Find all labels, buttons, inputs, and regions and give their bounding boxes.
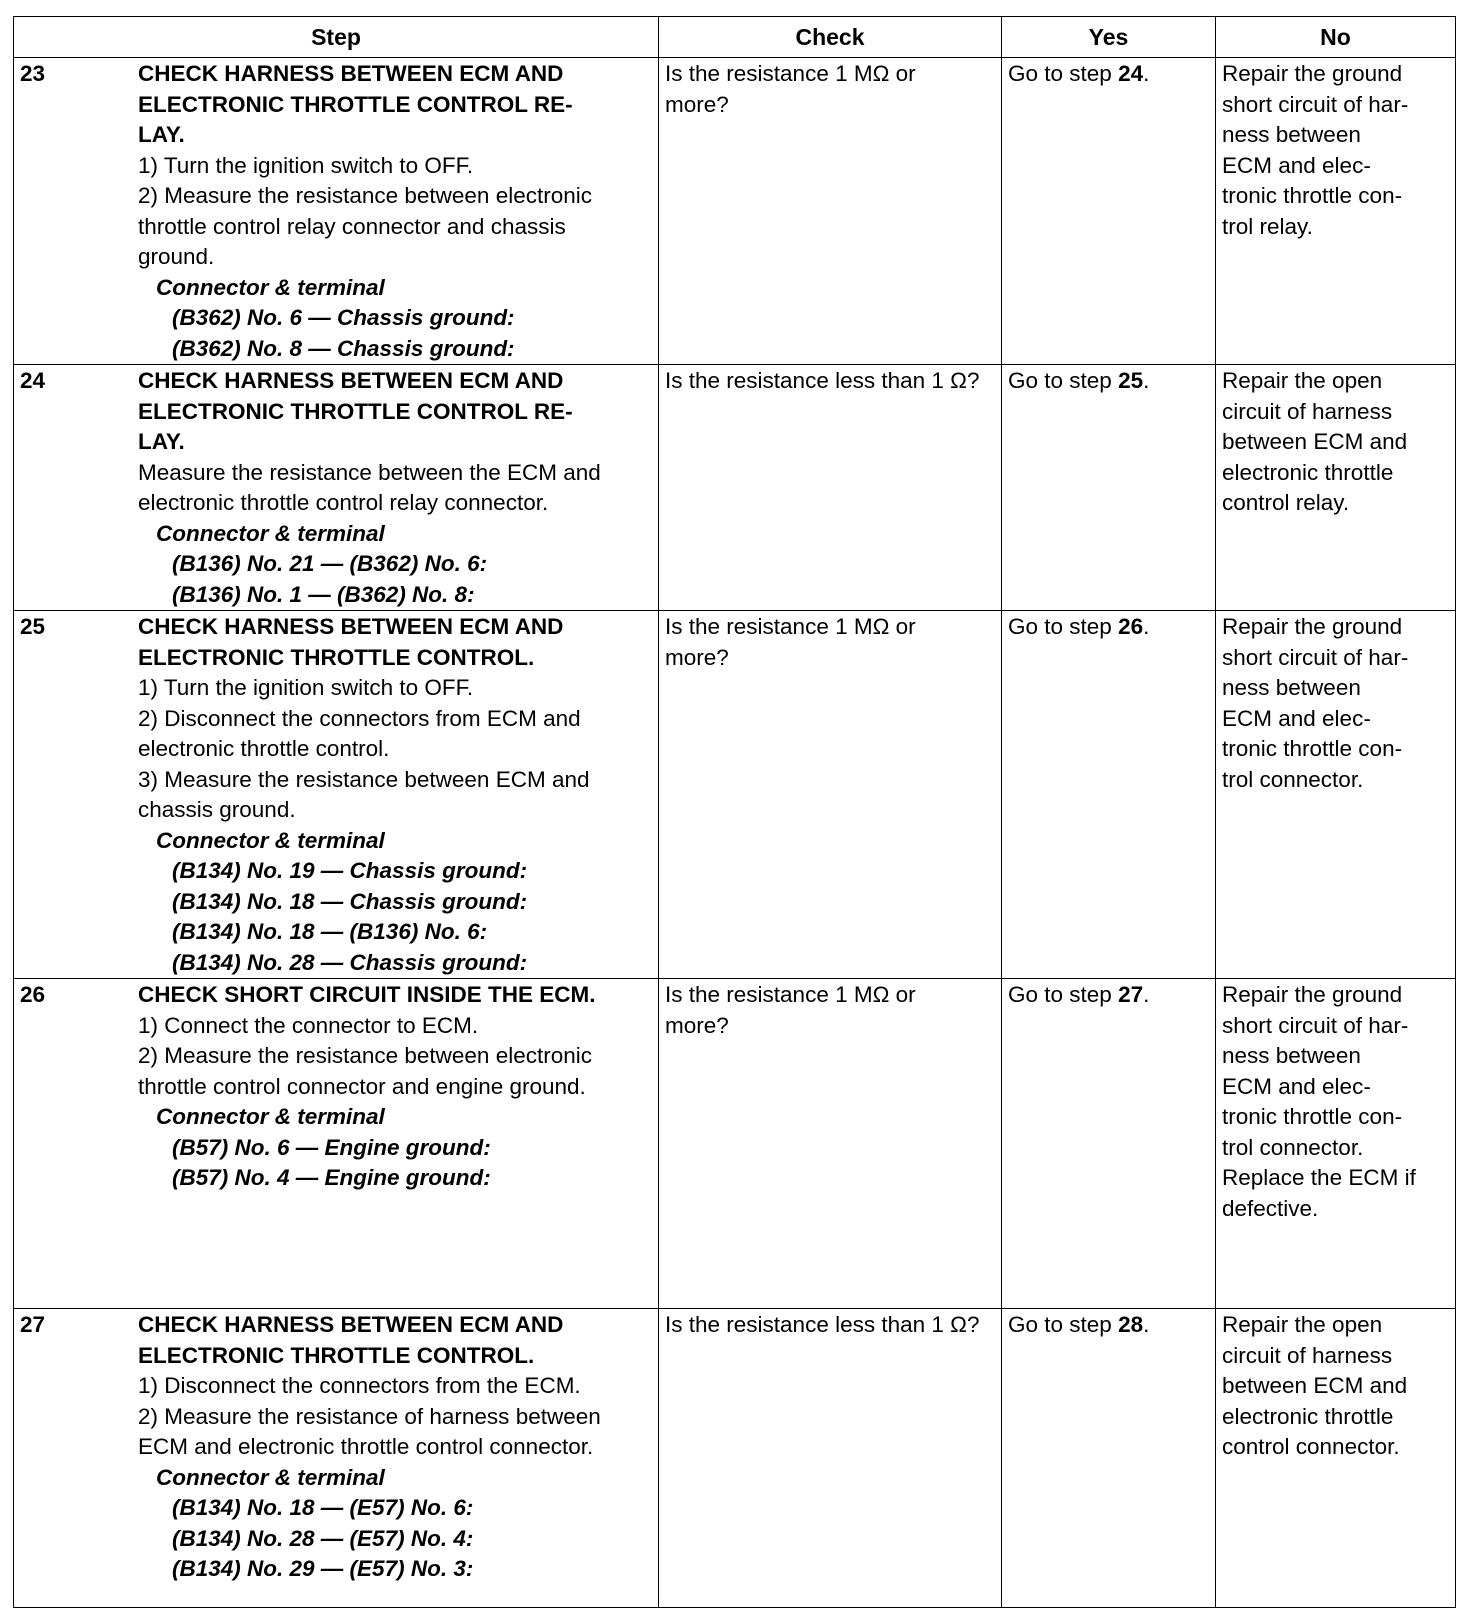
connector-line: (B134) No. 28 — (E57) No. 4: xyxy=(172,1525,474,1551)
step-instruction-line: 2) Measure the resistance of harness between xyxy=(138,1403,601,1429)
no-line: electronic throttle xyxy=(1222,459,1394,485)
step-cell xyxy=(14,365,659,611)
yes-step-number: 26 xyxy=(1118,614,1144,639)
step-instruction-line: 2) Disconnect the connectors from ECM and xyxy=(138,705,581,731)
step-title-line: ELECTRONIC THROTTLE CONTROL. xyxy=(138,1342,535,1368)
no-line: Repair the ground xyxy=(1222,61,1403,86)
yes-step-number: 24 xyxy=(1118,61,1144,86)
connector-line: (B134) No. 19 — Chassis ground: xyxy=(172,858,528,883)
step-title-line: ELECTRONIC THROTTLE CONTROL RE- xyxy=(138,91,573,117)
check-line: Is the resistance 1 MΩ or xyxy=(665,614,916,639)
step-body xyxy=(138,59,652,364)
connector-line: (B57) No. 6 — Engine ground: xyxy=(172,1134,491,1160)
step-title-line: CHECK SHORT CIRCUIT INSIDE THE ECM. xyxy=(138,982,596,1007)
check-cell xyxy=(659,365,1002,611)
step-instruction-line: 1) Turn the ignition switch to OFF. xyxy=(138,675,474,700)
yes-suffix: . xyxy=(1143,61,1150,86)
header-step: Step xyxy=(14,17,659,58)
no-line: tronic throttle con- xyxy=(1222,183,1403,208)
step-cell xyxy=(14,58,659,365)
no-line: Repair the open xyxy=(1222,368,1383,393)
step-inner xyxy=(20,980,652,1194)
no-cell xyxy=(1216,365,1456,611)
yes-cell xyxy=(1002,58,1216,365)
no-line: defective. xyxy=(1222,1195,1319,1221)
no-line: between ECM and xyxy=(1222,1373,1408,1398)
yes-prefix: Go to step xyxy=(1008,982,1119,1007)
step-cell xyxy=(14,611,659,979)
step-title-line: ELECTRONIC THROTTLE CONTROL. xyxy=(138,644,535,670)
step-title-line: CHECK HARNESS BETWEEN ECM AND xyxy=(138,1312,564,1337)
table-row xyxy=(14,58,1456,365)
check-line: more? xyxy=(665,91,729,117)
table-row xyxy=(14,1309,1456,1608)
no-line: ness between xyxy=(1222,122,1361,147)
step-instruction-line: throttle control connector and engine ground. xyxy=(138,1073,586,1099)
step-inner xyxy=(20,366,652,610)
step-instruction-line: electronic throttle control. xyxy=(138,736,390,761)
check-cell xyxy=(659,1309,1002,1608)
yes-prefix: Go to step xyxy=(1008,614,1119,639)
no-line: trol connector. xyxy=(1222,766,1364,792)
yes-suffix: . xyxy=(1143,1312,1150,1337)
check-cell xyxy=(659,979,1002,1309)
yes-line xyxy=(1008,1310,1209,1341)
yes-cell xyxy=(1002,979,1216,1309)
no-line: control relay. xyxy=(1222,490,1350,515)
step-instruction-line: throttle control relay connector and chassis xyxy=(138,213,566,239)
yes-suffix: . xyxy=(1143,368,1150,393)
table-row xyxy=(14,611,1456,979)
step-instruction-line: 2) Measure the resistance between electronic xyxy=(138,1043,592,1068)
connector-heading: Connector & terminal xyxy=(156,520,385,546)
check-cell xyxy=(659,58,1002,365)
header-yes: Yes xyxy=(1002,17,1216,58)
connector-line: (B134) No. 18 — (B136) No. 6: xyxy=(172,919,488,944)
connector-heading: Connector & terminal xyxy=(156,827,385,853)
step-title-line: LAY. xyxy=(138,429,185,454)
no-cell xyxy=(1216,1309,1456,1608)
header-check: Check xyxy=(659,17,1002,58)
yes-step-number: 27 xyxy=(1118,982,1144,1007)
yes-suffix: . xyxy=(1143,982,1150,1007)
step-instruction-line: Measure the resistance between the ECM and xyxy=(138,459,601,485)
no-line: control connector. xyxy=(1222,1434,1400,1459)
connector-line: (B134) No. 18 — (E57) No. 6: xyxy=(172,1495,474,1520)
yes-line xyxy=(1008,612,1209,643)
step-instruction-line: 1) Disconnect the connectors from the ECM. xyxy=(138,1373,581,1398)
check-line: more? xyxy=(665,1012,729,1038)
no-line: short circuit of har- xyxy=(1222,644,1409,670)
table-row xyxy=(14,979,1456,1309)
step-title-line: CHECK HARNESS BETWEEN ECM AND xyxy=(138,368,564,393)
no-line: between ECM and xyxy=(1222,429,1408,454)
check-line: Is the resistance less than 1 Ω? xyxy=(665,368,980,393)
no-line: short circuit of har- xyxy=(1222,91,1409,117)
no-line: Repair the ground xyxy=(1222,982,1403,1007)
step-instruction-line: 2) Measure the resistance between electronic xyxy=(138,183,592,208)
connector-heading: Connector & terminal xyxy=(156,1104,385,1129)
no-line: Replace the ECM if xyxy=(1222,1165,1416,1190)
connector-line: (B134) No. 18 — Chassis ground: xyxy=(172,888,528,914)
no-cell xyxy=(1216,58,1456,365)
step-body xyxy=(138,366,652,610)
step-instruction-line: electronic throttle control relay connector. xyxy=(138,490,549,515)
yes-line xyxy=(1008,59,1209,90)
no-line: tronic throttle con- xyxy=(1222,1104,1403,1129)
step-body xyxy=(138,980,652,1194)
no-line: ECM and elec- xyxy=(1222,1073,1371,1099)
step-instruction-line: ground. xyxy=(138,244,215,269)
check-cell xyxy=(659,611,1002,979)
step-body xyxy=(138,1310,652,1585)
step-body xyxy=(138,612,652,978)
yes-cell xyxy=(1002,611,1216,979)
yes-cell xyxy=(1002,365,1216,611)
yes-prefix: Go to step xyxy=(1008,1312,1119,1337)
no-line: trol connector. xyxy=(1222,1134,1364,1160)
connector-line: (B57) No. 4 — Engine ground: xyxy=(172,1165,491,1190)
connector-line: (B134) No. 28 — Chassis ground: xyxy=(172,949,528,975)
step-title-line: ELECTRONIC THROTTLE CONTROL RE- xyxy=(138,398,573,424)
step-instruction-line: chassis ground. xyxy=(138,797,296,822)
connector-line: (B362) No. 8 — Chassis ground: xyxy=(172,335,515,361)
header-no: No xyxy=(1216,17,1456,58)
step-cell xyxy=(14,1309,659,1608)
yes-step-number: 28 xyxy=(1118,1312,1144,1337)
step-inner xyxy=(20,1310,652,1585)
yes-cell xyxy=(1002,1309,1216,1608)
connector-heading: Connector & terminal xyxy=(156,274,385,300)
no-line: circuit of harness xyxy=(1222,1342,1393,1368)
no-line: Repair the ground xyxy=(1222,614,1403,639)
yes-suffix: . xyxy=(1143,614,1150,639)
yes-step-number: 25 xyxy=(1118,368,1144,393)
step-number: 23 xyxy=(20,61,46,86)
no-line: ness between xyxy=(1222,675,1361,700)
connector-line: (B134) No. 29 — (E57) No. 3: xyxy=(172,1556,474,1581)
no-line: short circuit of har- xyxy=(1222,1012,1409,1038)
connector-line: (B362) No. 6 — Chassis ground: xyxy=(172,305,515,330)
no-line: Repair the open xyxy=(1222,1312,1383,1337)
no-cell xyxy=(1216,979,1456,1309)
step-instruction-line: 1) Turn the ignition switch to OFF. xyxy=(138,152,474,178)
step-inner xyxy=(20,59,652,364)
step-number: 27 xyxy=(20,1312,46,1337)
step-instruction-line: ECM and electronic throttle control connector. xyxy=(138,1434,594,1459)
no-cell xyxy=(1216,611,1456,979)
step-inner xyxy=(20,612,652,978)
step-cell xyxy=(14,979,659,1309)
connector-heading: Connector & terminal xyxy=(156,1464,385,1490)
connector-line: (B136) No. 1 — (B362) No. 8: xyxy=(172,581,475,607)
no-line: circuit of harness xyxy=(1222,398,1393,424)
diagnostic-table xyxy=(13,16,1456,1608)
check-line: Is the resistance 1 MΩ or xyxy=(665,982,916,1007)
step-number: 24 xyxy=(20,368,46,393)
no-line: electronic throttle xyxy=(1222,1403,1394,1429)
yes-line xyxy=(1008,980,1209,1011)
yes-line xyxy=(1008,366,1209,397)
step-number: 26 xyxy=(20,982,46,1007)
table-row xyxy=(14,365,1456,611)
step-instruction-line: 1) Connect the connector to ECM. xyxy=(138,1012,479,1038)
no-line: trol relay. xyxy=(1222,213,1313,239)
step-title-line: CHECK HARNESS BETWEEN ECM AND xyxy=(138,614,564,639)
no-line: tronic throttle con- xyxy=(1222,736,1403,761)
check-line: Is the resistance 1 MΩ or xyxy=(665,61,916,86)
header-row xyxy=(14,17,1456,58)
yes-prefix: Go to step xyxy=(1008,61,1119,86)
no-line: ECM and elec- xyxy=(1222,152,1371,178)
no-line: ECM and elec- xyxy=(1222,705,1371,731)
check-line: Is the resistance less than 1 Ω? xyxy=(665,1312,980,1337)
step-number: 25 xyxy=(20,614,46,639)
step-instruction-line: 3) Measure the resistance between ECM and xyxy=(138,766,590,792)
yes-prefix: Go to step xyxy=(1008,368,1119,393)
connector-line: (B136) No. 21 — (B362) No. 6: xyxy=(172,551,488,576)
no-line: ness between xyxy=(1222,1043,1361,1068)
check-line: more? xyxy=(665,644,729,670)
step-title-line: CHECK HARNESS BETWEEN ECM AND xyxy=(138,61,564,86)
step-title-line: LAY. xyxy=(138,122,185,147)
